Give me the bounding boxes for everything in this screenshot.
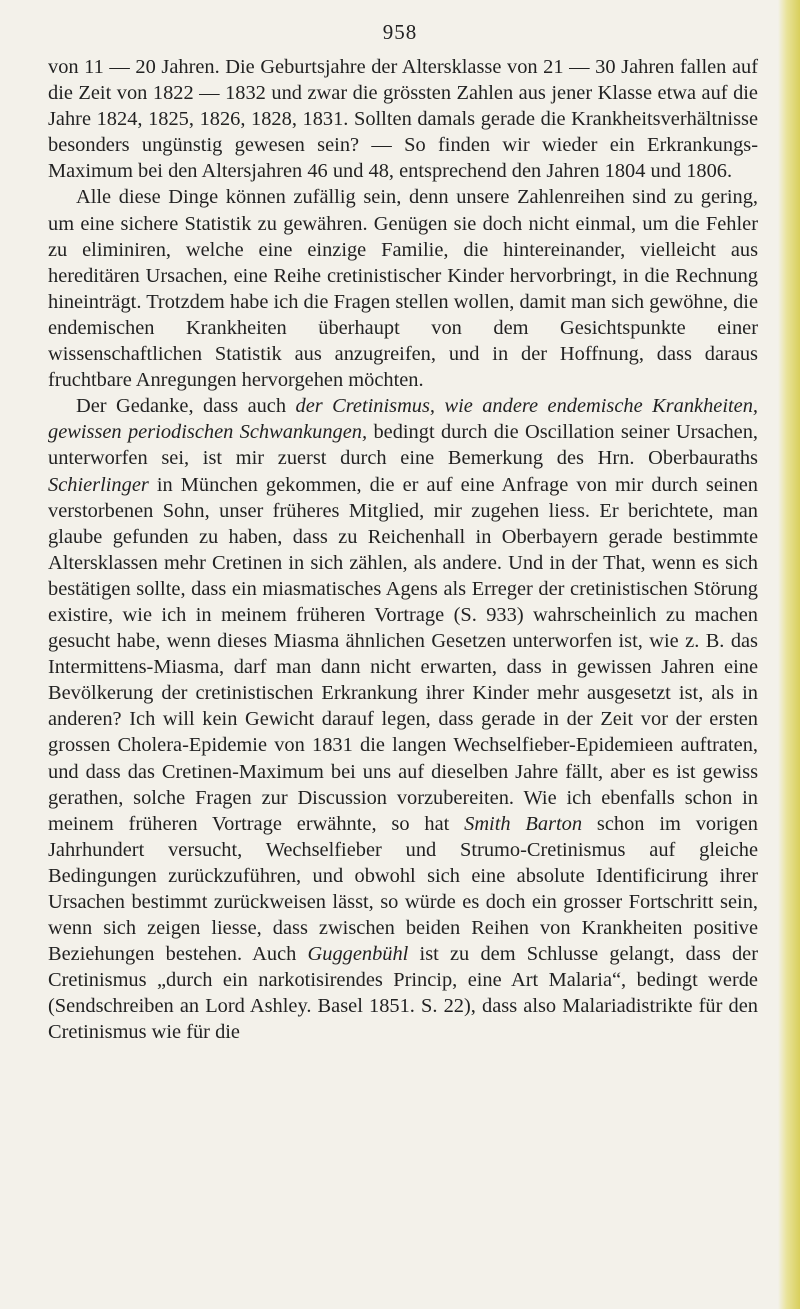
paragraph xyxy=(48,54,758,184)
paragraph xyxy=(48,184,758,393)
page-number: 958 xyxy=(382,20,418,44)
text-run: Der Gedanke, dass auch xyxy=(76,395,296,418)
text-run: ist zu dem Schlusse gelangt, dass der Cretinismus „durch ein narkotisirendes Princip, eine Art Malaria“, bedingt werde (Sendschreiben an Lord Ashley. Basel 1851. S. 22), dass also Malariadistrikte für den Cretinismus wie für die xyxy=(48,943,759,1044)
page-edge xyxy=(778,0,800,1309)
text-run: bedingt durch die Oscillation seiner Ursachen, unterworfen sei, ist mir zuerst durch eine Bemerkung des Hrn. Oberbauraths xyxy=(48,421,758,470)
text-run: von 11 — 20 Jahren. Die Geburtsjahre der Altersklasse von 21 — 30 Jahren fallen auf die Zeit von 1822 — 1832 und zwar die grössten Zahlen aus jener Klasse etwa auf die Jahre 1824, 1825, 1826, 1828, 1831. Sollten damals gerade die Krankheitsverhältnisse besonders ungünstig gewesen sein? — So finden wir wieder ein Erkrankungs-Maximum bei den Altersjahren 46 und 48, entsprechend den Jahren 1804 und 1806. xyxy=(48,56,758,183)
text-body xyxy=(48,54,758,1046)
italic-text: Schierlinger xyxy=(48,473,149,496)
paragraph xyxy=(48,393,758,1045)
text-run: Alle diese Dinge können zufällig sein, denn unsere Zahlenreihen sind zu gering, um eine sichere Statistik zu gewähren. Genügen sie doch nicht einmal, um die Fehler zu eliminiren, welche eine einzige Familie, die hintereinander, vielleicht aus hereditären Ursachen, eine Reihe cretinistischer Kinder hervorbringt, in die Rechnung hineinträgt. Trotzdem habe ich die Fragen stellen wollen, damit man sich gewöhne, die endemischen Krankheiten überhaupt von dem Gesichtspunkte einer wissenschaftlichen Statistik aus anzugreifen, und in der Hoffnung, dass daraus fruchtbare Anregungen hervorgehen möchten. xyxy=(48,186,758,392)
italic-text: Guggenbühl xyxy=(307,943,409,966)
text-run: in München gekommen, die er auf eine Anfrage von mir durch seinen verstorbenen Sohn, unser früheres Mitglied, mir zugehen liess. Er berichtete, man glaube gefunden zu haben, dass zu Reichenhall in Oberbayern gerade bestimmte Altersklassen mehr Cretinen in sich zählen, als andere. Und in der That, wenn es sich bestätigen sollte, dass ein miasmatisches Agens als Erreger der cretinistischen Störung existire, wie ich in meinem früheren Vortrage (S. 933) wahrscheinlich zu machen gesucht habe, wenn dieses Miasma ähnlichen Gesetzen unterworfen ist, wie z. B. das Intermittens-Miasma, darf man dann nicht erwarten, dass in gewissen Jahren eine Bevölkerung der cretinistischen Erkrankung ihrer Kinder mehr ausgesetzt ist, als in anderen? Ich will kein Gewicht darauf legen, dass gerade in der Zeit vor der ersten grossen Cholera-Epidemie von 1831 die langen Wechselfieber-Epidemieen auftraten, und dass das Cretinen-Maximum bei uns auf dieselben Jahre fällt, aber es ist gewiss gerathen, solche Fragen zur Discussion vorzubereiten. Wie ich ebenfalls schon in meinem früheren Vortrage erwähnte, so hat xyxy=(48,473,758,835)
text-run: schon im vorigen Jahrhundert versucht, Wechselfieber und Strumo-Cretinismus auf gleiche Bedingungen zurückzuführen, und obwohl sich eine absolute Identificirung ihrer Ursachen bestimmt zurückweisen lässt, so würde es doch ein grosser Fortschritt sein, wenn sich zeigen liesse, dass zwischen beiden Reihen von Krankheiten positive Beziehungen bestehen. Auch xyxy=(48,812,758,966)
italic-text: Smith Barton xyxy=(464,812,583,835)
italic-text: der Cretinismus, wie andere endemische Krankheiten, gewissen periodischen Schwankungen, xyxy=(48,395,758,444)
